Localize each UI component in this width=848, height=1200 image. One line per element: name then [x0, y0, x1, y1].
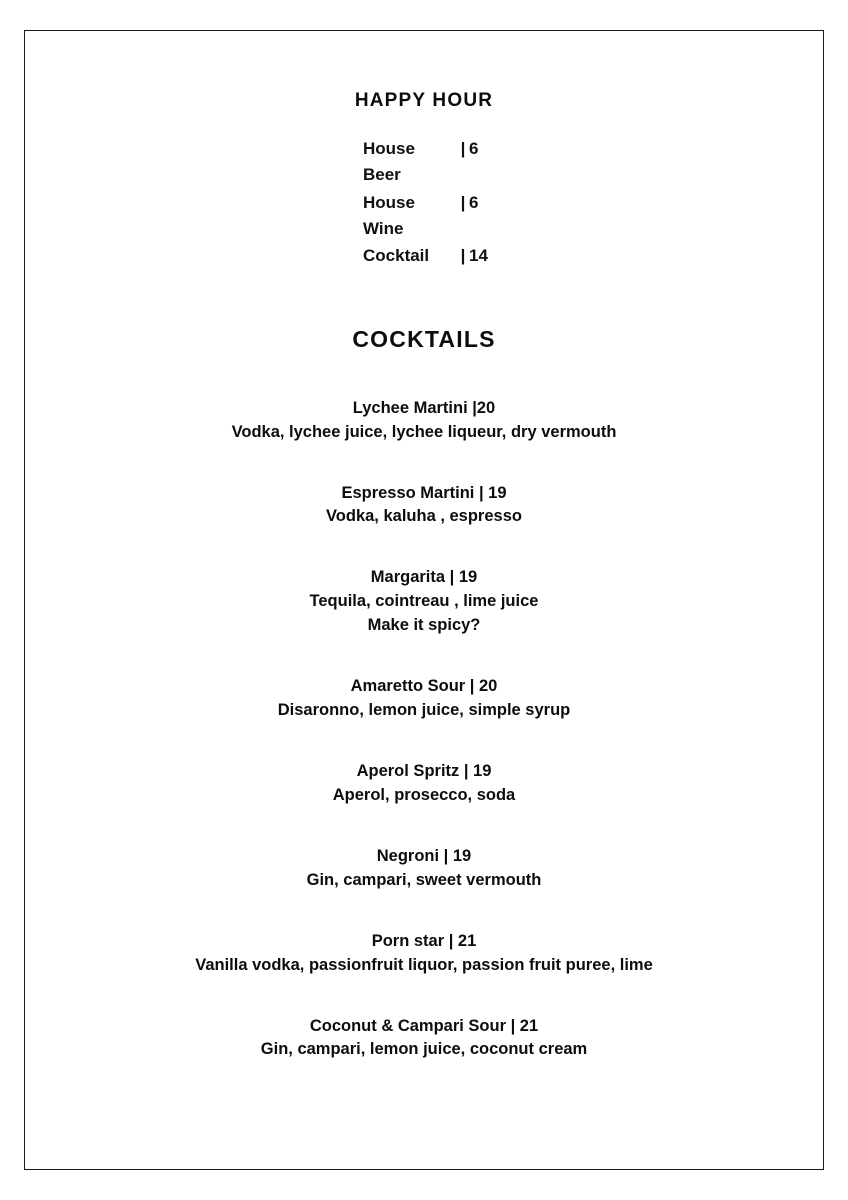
cocktail-description: Tequila, cointreau , lime juice	[309, 592, 539, 611]
happy-hour-item-separator: |	[460, 246, 466, 266]
happy-hour-item	[363, 136, 485, 189]
cocktail-item	[84, 1015, 764, 1063]
cocktail-item	[84, 930, 764, 978]
cocktail-item	[84, 566, 764, 638]
cocktail-description: Gin, campari, lemon juice, coconut cream	[260, 1040, 588, 1059]
happy-hour-item-price: 14	[469, 246, 488, 266]
cocktail-item	[84, 482, 764, 530]
happy-hour-list	[84, 136, 764, 270]
cocktail-item	[84, 845, 764, 893]
happy-hour-item-name: House Wine	[363, 192, 415, 239]
cocktail-extra-note: Make it spicy?	[367, 616, 481, 635]
cocktail-name: Margarita | 19	[370, 568, 478, 587]
cocktail-item	[84, 397, 764, 445]
cocktail-item	[84, 760, 764, 808]
cocktail-name: Negroni | 19	[376, 846, 472, 865]
cocktail-name: Porn star | 21	[371, 931, 477, 950]
cocktails-heading-wrap	[84, 326, 764, 353]
happy-hour-item-price: 6	[469, 139, 479, 158]
cocktail-description: Gin, campari, sweet vermouth	[306, 870, 542, 889]
cocktail-name: Coconut & Campari Sour | 21	[309, 1016, 539, 1035]
cocktail-name: Amaretto Sour | 20	[350, 677, 498, 696]
cocktail-item	[84, 675, 764, 723]
happy-hour-item-separator: |	[460, 192, 466, 212]
cocktails-list	[84, 397, 764, 1063]
cocktail-name: Lychee Martini |20	[352, 398, 496, 417]
cocktail-description: Aperol, prosecco, soda	[332, 785, 516, 804]
cocktail-name: Espresso Martini | 19	[341, 483, 507, 502]
cocktail-description: Vanilla vodka, passionfruit liquor, passion fruit puree, lime	[195, 955, 653, 974]
cocktail-description: Disaronno, lemon juice, simple syrup	[277, 701, 571, 720]
cocktail-description: Vodka, kaluha , espresso	[326, 507, 522, 526]
cocktail-description: Vodka, lychee juice, lychee liqueur, dry vermouth	[231, 422, 617, 441]
happy-hour-item-separator: |	[460, 139, 466, 158]
happy-hour-item	[363, 190, 485, 243]
menu-content	[24, 30, 824, 1170]
happy-hour-item-price: 6	[469, 192, 479, 212]
cocktail-name: Aperol Spritz | 19	[356, 762, 492, 781]
happy-hour-item	[363, 243, 488, 269]
happy-hour-heading: HAPPY HOUR	[354, 90, 494, 111]
happy-hour-item-name: Cocktail	[363, 246, 430, 266]
happy-hour-item-name: House Beer	[363, 139, 415, 185]
cocktails-heading: COCKTAILS	[352, 325, 496, 352]
